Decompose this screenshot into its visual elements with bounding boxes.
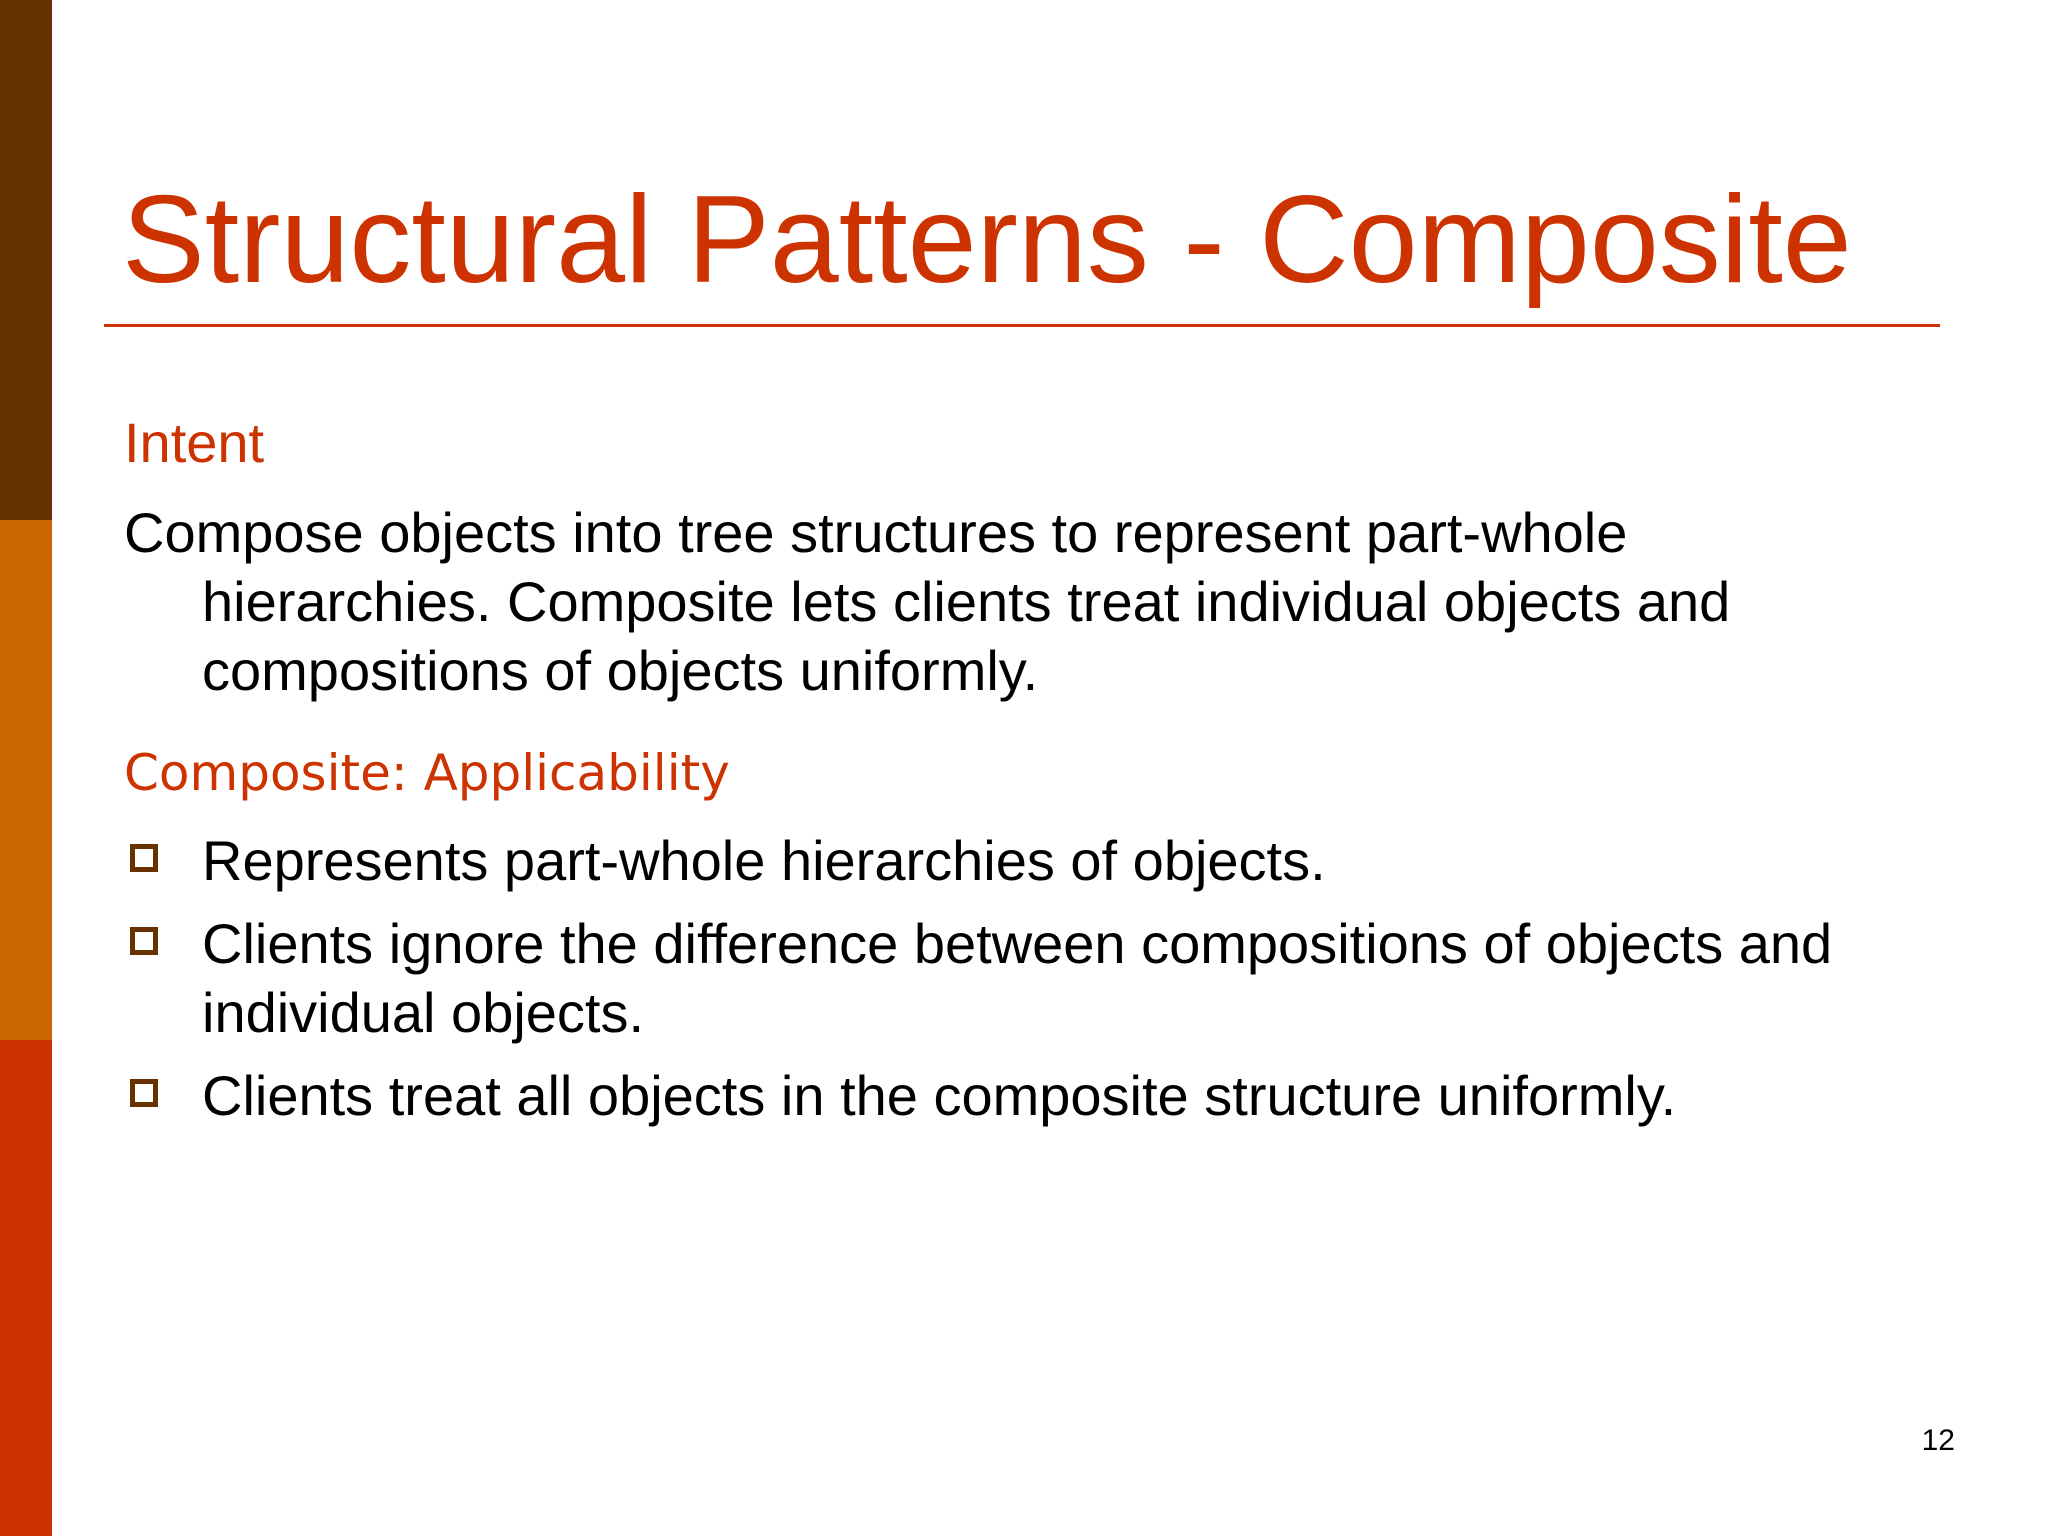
list-item — [124, 1061, 1904, 1130]
hollow-square-bullet-icon — [130, 844, 158, 872]
bullet-text: Represents part-whole hierarchies of objects. — [202, 829, 1326, 892]
bullet-text: Clients treat all objects in the composite structure uniformly. — [202, 1064, 1677, 1127]
side-band-middle — [0, 520, 52, 1040]
list-item — [124, 909, 1904, 1047]
applicability-heading: Composite: Applicability — [124, 744, 730, 802]
applicability-list — [124, 826, 1904, 1144]
side-band-bottom — [0, 1040, 52, 1536]
side-band-top — [0, 0, 52, 520]
intent-text: Compose objects into tree structures to represent part-whole hierarchies. Composite lets clients treat individual objects and compositions of objects uniformly. — [124, 501, 1731, 702]
bullet-text: Clients ignore the difference between compositions of objects and individual objects. — [202, 912, 1833, 1044]
list-item — [124, 826, 1904, 895]
title-underline — [104, 324, 1940, 327]
hollow-square-bullet-icon — [130, 927, 158, 955]
hollow-square-bullet-icon — [130, 1079, 158, 1107]
page-number: 12 — [1921, 1424, 1955, 1457]
intent-heading: Intent — [124, 411, 265, 474]
slide-title: Structural Patterns - Composite — [122, 171, 1852, 309]
